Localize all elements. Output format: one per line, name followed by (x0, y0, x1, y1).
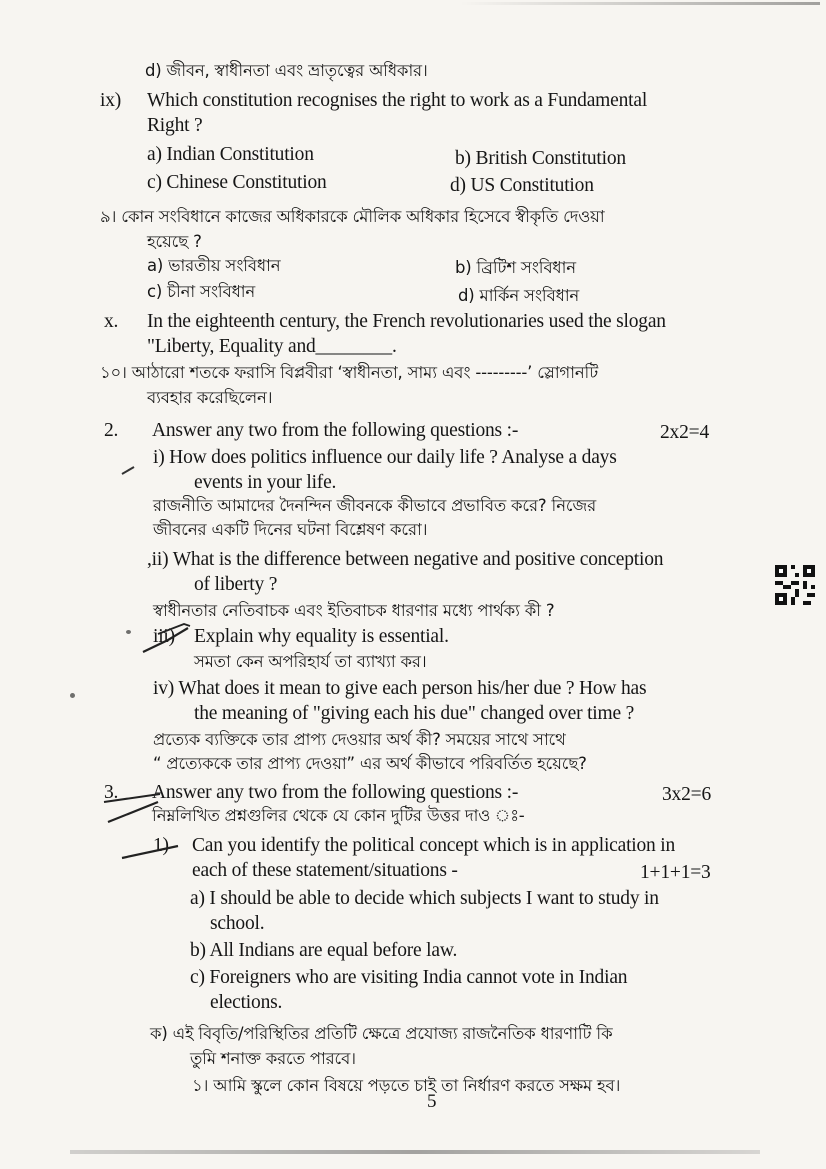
q9-line2: Right ? (147, 115, 203, 136)
qr-code-icon (775, 565, 815, 605)
s2-q2-line1: ,ii) What is the difference between negative and positive conception (147, 549, 664, 570)
pen-strike-mark (118, 840, 188, 864)
s2-q1-bn-line1: রাজনীতি আমাদের দৈনন্দিন জীবনকে কীভাবে প্রভাবিত করে? নিজের (153, 496, 596, 515)
q9-line1: Which constitution recognises the right to work as a Fundamental (147, 90, 648, 111)
q10-num: x. (104, 311, 119, 332)
q8-opt-d-bn: d) জীবন, স্বাধীনতা এবং ভ্রাতৃত্বের অধিকার। (145, 61, 428, 80)
s2-q4-bn-line1: প্রত্যেক ব্যক্তিকে তার প্রাপ্য দেওয়ার অর্থ কী? সময়ের সাথে সাথে (153, 730, 566, 749)
q9-opt-a: a) Indian Constitution (147, 144, 314, 165)
q9-bn-opt-d: d) মার্কিন সংবিধান (458, 286, 580, 305)
scan-edge-bottom (70, 1150, 760, 1154)
q10-line2: "Liberty, Equality and________. (147, 336, 397, 357)
q9-num: ix) (100, 90, 122, 111)
s3-q1-line1: Can you identify the political concept which is in application in (192, 835, 676, 856)
s2-heading: Answer any two from the following questions :- (152, 420, 519, 441)
q9-bn-opt-a: a) ভারতীয় সংবিধান (147, 256, 281, 275)
s2-q1-line1: i) How does politics influence our daily life ? Analyse a days (153, 447, 617, 468)
q9-bn-opt-b: b) ব্রিটিশ সংবিধান (455, 258, 576, 277)
q9-opt-b: b) British Constitution (455, 148, 626, 169)
s2-q1-line2: events in your life. (194, 472, 337, 493)
s2-q2-bn: স্বাধীনতার নেতিবাচক এবং ইতিবাচক ধারণার মধ্যে পার্থক্য কী ? (153, 601, 555, 620)
pen-arrow-mark (140, 618, 200, 658)
s3-q1-c1: c) Foreigners who are visiting India cannot vote in Indian (190, 967, 628, 988)
s3-q1-bn-line2: তুমি শনাক্ত করতে পারবে। (190, 1049, 356, 1068)
q10-bn-line1: ১০। আঠারো শতকে ফরাসি বিপ্লবীরা ‘স্বাধীনতা, সাম্য এবং ---------’ স্লোগানটি (100, 363, 598, 382)
page-number: 5 (427, 1091, 437, 1112)
scan-edge-top (460, 2, 820, 5)
q9-bn-opt-c: c) চীনা সংবিধান (147, 282, 256, 301)
pen-underline-mark (100, 790, 170, 830)
s3-marks: 3x2=6 (662, 784, 711, 805)
q9-opt-d: d) US Constitution (450, 175, 594, 196)
s3-q1-line2: each of these statement/situations - (192, 860, 458, 881)
margin-dot (70, 693, 75, 698)
s2-q3-bn: সমতা কেন অপরিহার্য তা ব্যাখ্যা কর। (194, 652, 427, 671)
margin-dot (126, 630, 131, 634)
q10-line1: In the eighteenth century, the French revolutionaries used the slogan (147, 311, 666, 332)
s3-q1-num: 1) (153, 835, 169, 856)
q9-opt-c: c) Chinese Constitution (147, 172, 327, 193)
s2-q3-line1: Explain why equality is essential. (194, 626, 449, 647)
s2-marks: 2x2=4 (660, 422, 709, 443)
s3-heading: Answer any two from the following questions :- (152, 782, 519, 803)
s2-q4-bn-line2: “ প্রত্যেককে তার প্রাপ্য দেওয়া” এর অর্থ কীভাবে পরিবর্তিত হয়েছে? (153, 754, 587, 773)
s3-heading-bn: নিম্নলিখিত প্রশ্নগুলির থেকে যে কোন দুটির উত্তর দাও ঃ- (152, 806, 525, 825)
s3-q1-c2: elections. (210, 992, 283, 1013)
q9-bn-line2: হয়েছে ? (147, 232, 202, 251)
pen-tick-mark (120, 462, 140, 478)
s2-q4-line2: the meaning of "giving each his due" changed over time ? (194, 703, 635, 724)
s3-q1-marks: 1+1+1=3 (640, 862, 711, 883)
s2-num: 2. (104, 420, 119, 441)
q9-bn-line1: ৯। কোন সংবিধানে কাজের অধিকারকে মৌলিক অধিকার হিসেবে স্বীকৃতি দেওয়া (100, 207, 605, 226)
s3-q1-a2: school. (210, 913, 265, 934)
q10-bn-line2: ব্যবহার করেছিলেন। (147, 388, 273, 407)
s3-q1-bn-a: ১। আমি স্কুলে কোন বিষয়ে পড়তে চাই তা নির্ধারণ করতে সক্ষম হব। (192, 1076, 621, 1095)
s2-q2-line2: of liberty ? (194, 574, 278, 595)
s2-q3-num: iii) (153, 626, 175, 647)
s3-q1-a1: a) I should be able to decide which subjects I want to study in (190, 888, 659, 909)
s2-q4-line1: iv) What does it mean to give each person his/her due ? How has (153, 678, 647, 699)
s3-q1-b: b) All Indians are equal before law. (190, 940, 458, 961)
s2-q1-bn-line2: জীবনের একটি দিনের ঘটনা বিশ্লেষণ করো। (153, 520, 428, 539)
s3-num: 3. (104, 782, 119, 803)
s3-q1-bn-line1: ক) এই বিবৃতি/পরিস্থিতির প্রতিটি ক্ষেত্রে প্রযোজ্য রাজনৈতিক ধারণাটি কি (150, 1024, 613, 1043)
